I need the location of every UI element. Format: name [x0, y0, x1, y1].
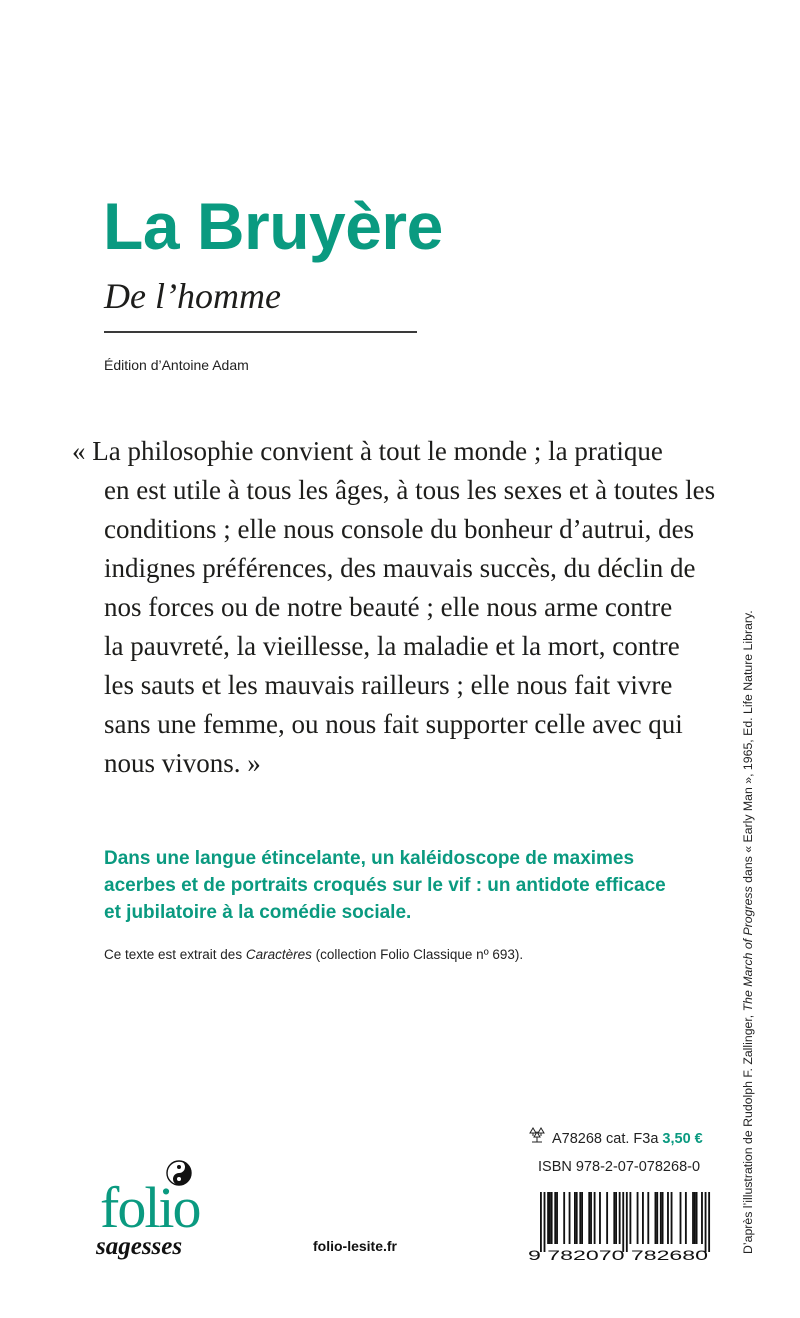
blurb — [104, 845, 724, 926]
quote-line: les sauts et les mauvais railleurs ; elle nous fait vivre — [104, 670, 673, 700]
price-line — [528, 1127, 703, 1150]
source-note-collection: (collection Folio Classique nº 693). — [311, 947, 524, 962]
quote-line: sans une femme, ou nous fait supporter celle avec qui — [104, 709, 683, 739]
quote-line: en est utile à tous les âges, à tous les sexes et à toutes les — [104, 475, 716, 505]
barcode-bar — [694, 1192, 696, 1244]
folio-sagesses-logo — [96, 1160, 226, 1270]
title-divider — [104, 331, 417, 333]
barcode-bar — [701, 1192, 703, 1244]
quote-line: indignes préférences, des mauvais succès, du déclin de — [104, 553, 696, 583]
barcode-bar — [622, 1192, 624, 1252]
barcode-bar — [581, 1192, 583, 1244]
barcode-bar — [647, 1192, 649, 1244]
barcode-bar — [619, 1192, 621, 1244]
barcode-bar — [671, 1192, 673, 1244]
barcode-bar — [549, 1192, 551, 1244]
barcode-bar — [660, 1192, 662, 1244]
isbn: ISBN 978-2-07-078268-0 — [538, 1159, 701, 1175]
barcode-bar — [590, 1192, 592, 1244]
back-cover-quote — [72, 432, 722, 783]
price: 3,50 € — [662, 1131, 703, 1147]
barcode-bar — [629, 1192, 631, 1244]
book-title: De l’homme — [104, 276, 281, 316]
credit-text: D’après l’illustration de Rudolph F. Zallinger, — [741, 1011, 755, 1254]
barcode-bar — [667, 1192, 669, 1244]
barcode — [528, 1192, 710, 1263]
barcode-bar — [685, 1192, 687, 1244]
barcode-bar — [637, 1192, 639, 1244]
barcode-bar — [655, 1192, 657, 1244]
quote-line: nos forces ou de notre beauté ; elle nous arme contre — [104, 592, 673, 622]
barcode-bar — [606, 1192, 608, 1244]
barcode-bar — [642, 1192, 644, 1244]
blurb-line: acerbes et de portraits croqués sur le vif : un antidote efficace — [104, 875, 666, 896]
quote-line: conditions ; elle nous console du bonheur d’autrui, des — [104, 514, 695, 544]
credit-source: dans « Early Man », 1965, Ed. Life Nature Library. — [741, 610, 755, 887]
barcode-bar — [540, 1192, 542, 1252]
barcode-bar — [556, 1192, 558, 1244]
barcode-bar — [626, 1192, 628, 1252]
author-name: La Bruyère — [103, 189, 443, 263]
barcode-bar — [708, 1192, 710, 1252]
barcode-bar — [680, 1192, 682, 1244]
logo-wordmark: folio — [100, 1175, 200, 1240]
barcode-bar — [696, 1192, 698, 1244]
quote-line: la pauvreté, la vieillesse, la maladie et la mort, contre — [104, 631, 680, 661]
barcode-bar — [574, 1192, 576, 1244]
edition-credit: Édition d’Antoine Adam — [104, 357, 249, 373]
barcode-bar — [576, 1192, 578, 1244]
barcode-bar — [656, 1192, 658, 1244]
barcode-bar — [563, 1192, 565, 1244]
quote-line: nous vivons. » — [104, 748, 261, 778]
barcode-bar — [599, 1192, 601, 1244]
source-note-work-title: Caractères — [245, 947, 312, 962]
illustration-credit — [734, 610, 762, 1254]
barcode-bar — [613, 1192, 615, 1244]
barcode-bar — [588, 1192, 590, 1244]
barcode-digits: 9 782070 782680 — [528, 1247, 709, 1263]
barcode-bar — [547, 1192, 549, 1244]
blurb-line: Dans une langue étincelante, un kaléidoscope de maximes — [104, 848, 635, 869]
logo-collection: sagesses — [96, 1233, 183, 1260]
website: folio-lesite.fr — [313, 1238, 398, 1254]
credit-work-title: The March of Progress — [741, 886, 755, 1012]
barcode-bar — [662, 1192, 664, 1244]
barcode-bar — [594, 1192, 596, 1244]
barcode-bar — [554, 1192, 556, 1244]
quote-line: « La philosophie convient à tout le monde ; la pratique — [72, 436, 663, 466]
barcode-bar — [569, 1192, 571, 1244]
barcode-bar — [544, 1192, 546, 1252]
source-note-text: Ce texte est extrait des — [104, 947, 246, 962]
barcode-bar — [705, 1192, 707, 1252]
blurb-line: et jubilatoire à la comédie sociale. — [104, 902, 412, 923]
barcode-bar — [615, 1192, 617, 1244]
catalog-code: A78268 cat. F3a — [552, 1131, 659, 1147]
barcode-bar — [692, 1192, 694, 1244]
source-note — [104, 945, 523, 965]
trees-icon — [528, 1127, 546, 1150]
barcode-bar — [579, 1192, 581, 1244]
barcode-bar — [551, 1192, 553, 1244]
